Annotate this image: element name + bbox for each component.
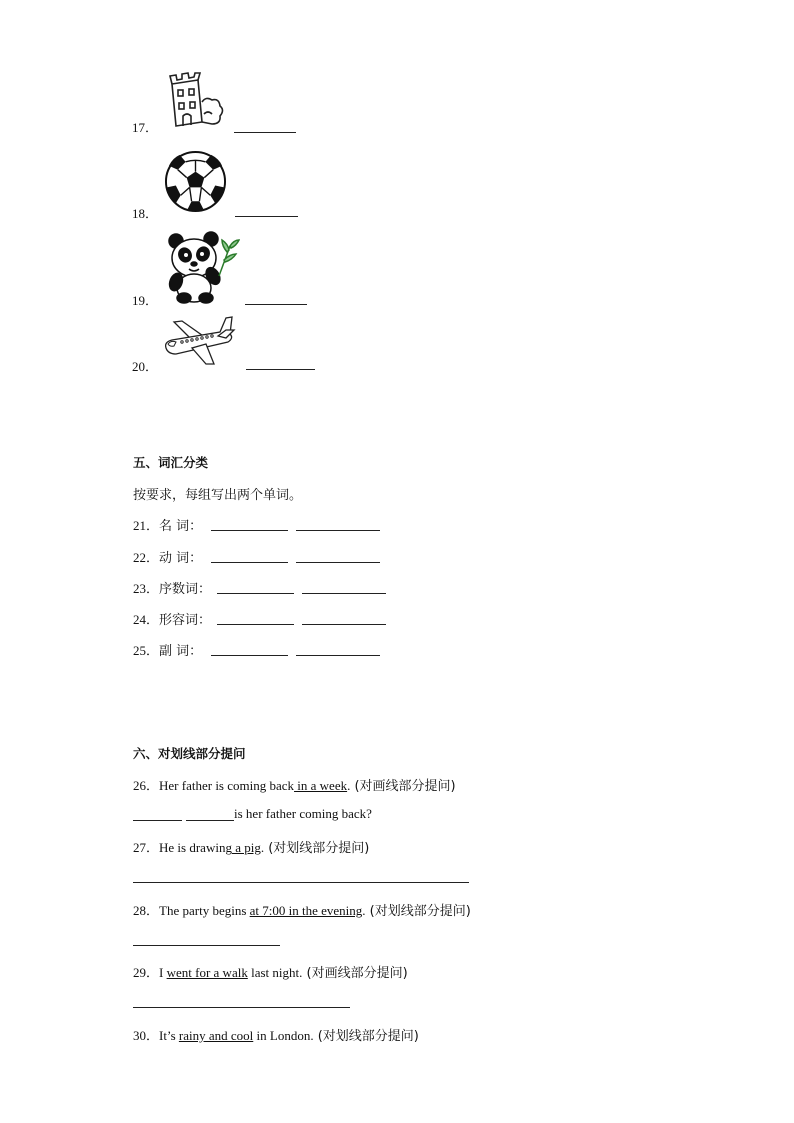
question-instruction: (对画线部分提问) (302, 966, 408, 981)
vocab-label: 副 词： (159, 644, 203, 659)
answer-blank-17[interactable] (234, 132, 296, 133)
vocab-number: 23． (133, 581, 160, 596)
question-instruction: (对划线部分提问) (365, 904, 471, 919)
question-text: I (159, 965, 167, 980)
question-number: 29． (133, 965, 160, 980)
answer-blank-20[interactable] (246, 369, 315, 370)
football-icon (164, 150, 227, 213)
question-period: . (347, 778, 351, 793)
question-number: 30． (133, 1028, 160, 1043)
section-six-title: 六、对划线部分提问 (133, 746, 246, 761)
vocab-blank-25a[interactable] (211, 655, 288, 656)
panda-icon (164, 228, 240, 304)
question-29 (133, 962, 408, 981)
answer-line-29[interactable] (133, 1007, 350, 1008)
vocab-number: 21． (133, 518, 160, 533)
castle-icon (164, 72, 226, 130)
question-text-end: last night. (247, 965, 303, 980)
answer-26-tail: is her father coming back? (234, 806, 372, 821)
vocab-row-25 (133, 640, 202, 659)
question-text: Her father is coming back (159, 778, 295, 793)
question-period: . (362, 903, 366, 918)
item-number-20: 20． (132, 359, 159, 374)
question-text: He is drawing (159, 840, 232, 855)
answer-blank-26b[interactable] (186, 820, 234, 821)
underlined-part: went for a walk (166, 965, 248, 980)
answer-line-27[interactable] (133, 882, 469, 883)
question-instruction: (对划线部分提问) (313, 1029, 419, 1044)
item-number-18: 18． (132, 206, 159, 221)
section-five-instruction: 按要求，每组写出两个单词。 (133, 488, 303, 503)
vocab-blank-22b[interactable] (296, 562, 380, 563)
answer-blank-26a[interactable] (133, 820, 182, 821)
question-instruction: (对划线部分提问) (264, 841, 370, 856)
question-text-end: in London. (253, 1028, 314, 1043)
vocab-number: 24． (133, 612, 160, 627)
section-five-title: 五、词汇分类 (133, 455, 209, 470)
vocab-blank-24a[interactable] (217, 624, 294, 625)
item-number-17: 17． (132, 120, 159, 135)
vocab-number: 22． (133, 550, 160, 565)
vocab-row-23 (133, 578, 211, 597)
question-period: . (260, 840, 265, 855)
question-number: 26． (133, 778, 160, 793)
vocab-blank-22a[interactable] (211, 562, 288, 563)
vocab-blank-21b[interactable] (296, 530, 380, 531)
vocab-blank-23b[interactable] (302, 593, 386, 594)
question-number: 28． (133, 903, 160, 918)
vocab-blank-25b[interactable] (296, 655, 380, 656)
question-text: It’s (159, 1028, 179, 1043)
underlined-part: in a week (294, 778, 348, 793)
vocab-number: 25． (133, 643, 160, 658)
vocab-row-21 (133, 515, 202, 534)
vocab-blank-24b[interactable] (302, 624, 386, 625)
question-number: 27． (133, 840, 160, 855)
underlined-part: at 7:00 in the evening (249, 903, 363, 918)
vocab-label: 序数词： (159, 582, 212, 597)
answer-blank-19[interactable] (245, 304, 307, 305)
question-27 (133, 837, 369, 856)
vocab-label: 动 词： (159, 551, 203, 566)
answer-blank-18[interactable] (235, 216, 298, 217)
underlined-part: rainy and cool (178, 1028, 254, 1043)
vocab-blank-23a[interactable] (217, 593, 294, 594)
vocab-label: 名 词： (159, 519, 203, 534)
question-instruction: (对画线部分提问) (350, 779, 456, 794)
vocab-row-22 (133, 547, 202, 566)
vocab-blank-21a[interactable] (211, 530, 288, 531)
question-26 (133, 775, 456, 794)
answer-line-28[interactable] (133, 945, 280, 946)
plane-icon (162, 314, 236, 368)
vocab-label: 形容词： (159, 613, 212, 628)
item-number-19: 19． (132, 293, 159, 308)
question-text: The party begins (159, 903, 250, 918)
vocab-row-24 (133, 609, 211, 628)
question-30 (133, 1025, 419, 1044)
question-28 (133, 900, 471, 919)
underlined-part: a pig (231, 840, 261, 855)
